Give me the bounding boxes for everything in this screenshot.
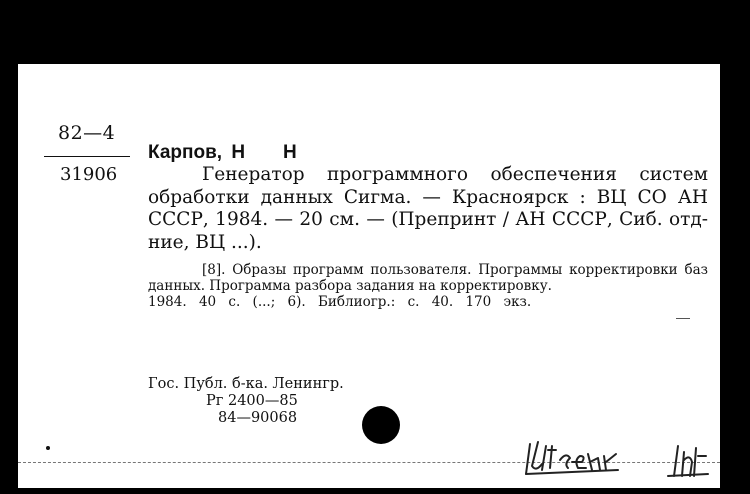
contents-note: [8]. Образы программ пользователя. Программы корректировки баз данных. Программа разбора задания на корректировку. xyxy=(148,262,708,294)
publication-note: 1984. 40 с. (...; 6). Библиогр.: с. 40. 170 экз. xyxy=(148,294,532,310)
holding-library: Гос. Публ. б-ка. Ленингр. xyxy=(148,376,344,392)
call-number-bottom: 31906 xyxy=(60,164,118,185)
bibliographic-record xyxy=(148,142,708,310)
author-second-initial: Н xyxy=(283,142,297,163)
title-description: Генератор программного обеспечения систем обработки данных Сигма. — Красноярск : ВЦ СО АН СССР, 1984. — 20 см. — (Препринт / АН СССР, Сиб. отд-ние, ВЦ ...). xyxy=(148,164,708,253)
ink-dot xyxy=(46,446,50,450)
holding-accession: 84—90068 xyxy=(218,410,298,426)
holding-registration: Рг 2400—85 xyxy=(206,393,298,409)
author-surname: Карпов, Н xyxy=(148,142,246,163)
holding-statement xyxy=(148,376,344,427)
punch-hole xyxy=(362,406,400,444)
author-heading xyxy=(148,142,708,164)
call-number-top: 82—4 xyxy=(58,122,116,144)
small-dash-mark xyxy=(676,318,690,319)
catalog-card xyxy=(18,64,720,488)
handwritten-signature-mark xyxy=(508,434,718,484)
call-number-rule xyxy=(44,156,130,157)
